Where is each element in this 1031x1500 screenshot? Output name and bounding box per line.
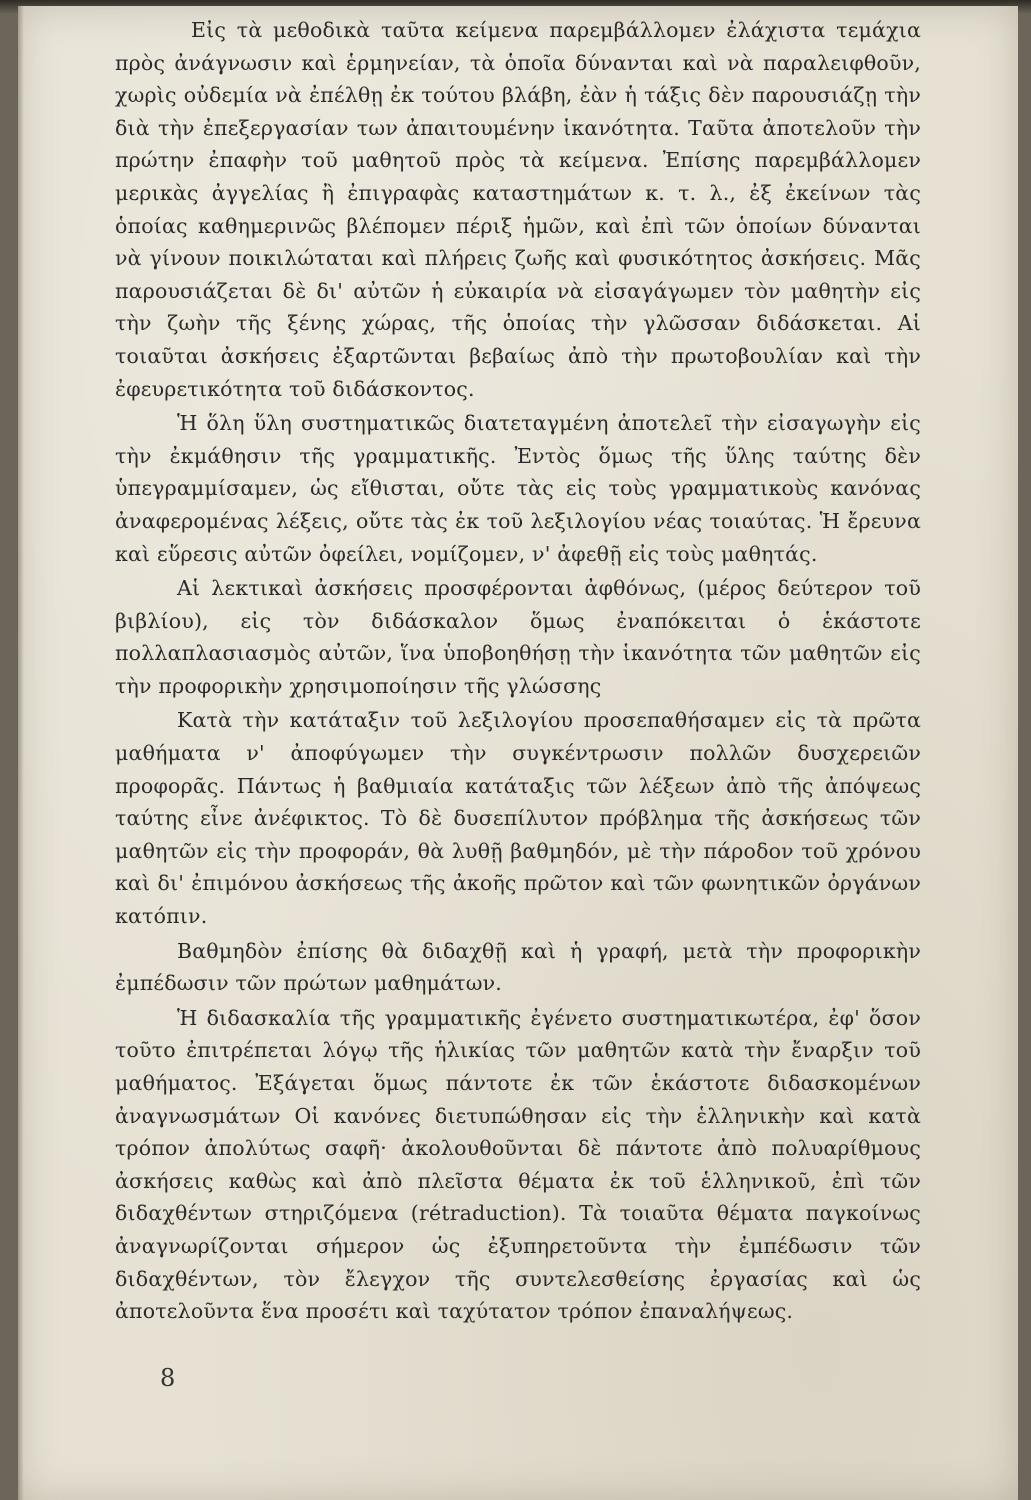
paragraph-4: Κατὰ τὴν κατάταξιν τοῦ λεξιλογίου προσεπαθήσαμεν εἰς τὰ πρῶτα μαθήματα ν' ἀποφύγωμεν τὴν συγκέντρωσιν πολλῶν δυσχερειῶν προφορᾶς. Πάντως ἡ βαθμιαία κατάταξις τῶν λέξεων ἀπὸ τῆς ἀπόψεως ταύτης εἶνε ἀνέφικτος. Τὸ δὲ δυσεπίλυτον πρόβλημα τῆς ἀσκήσεως τῶν μαθητῶν εἰς τὴν προφοράν, θὰ λυθῇ βαθμηδόν, μὲ τὴν πάροδον τοῦ χρόνου καὶ δι' ἐπιμόνου ἀσκήσεως τῆς ἀκοῆς πρῶτον καὶ τῶν φωνητικῶν ὀργάνων κατόπιν. xyxy=(115,708,921,929)
page-fold-shadow xyxy=(18,6,24,1500)
paragraph-3: Αἱ λεκτικαὶ ἀσκήσεις προσφέρονται ἀφθόνως, (μέρος δεύτερον τοῦ βιβλίου), εἰς τὸν διδάσκαλον ὅμως ἐναπόκειται ὁ ἑκάστοτε πολλαπλασιασμὸς αὐτῶν, ἵνα ὑποβοηθήσῃ τὴν ἱκανότητα τῶν μαθητῶν εἰς τὴν προφορικὴν χρησιμοποίησιν τῆς γλώσσης xyxy=(115,576,921,698)
paragraph-5: Βαθμηδὸν ἐπίσης θὰ διδαχθῇ καὶ ἡ γραφή, μετὰ τὴν προφορικὴν ἐμπέδωσιν τῶν πρώτων μαθημάτων. xyxy=(115,938,921,996)
body-text xyxy=(115,14,921,1328)
paragraph-1: Εἰς τὰ μεθοδικὰ ταῦτα κείμενα παρεμβάλλομεν ἐλάχιστα τεμάχια πρὸς ἀνάγνωσιν καὶ ἑρμηνείαν, τὰ ὁποῖα δύνανται καὶ νὰ παραλειφθοῦν, χωρὶς οὐδεμία νὰ ἐπέλθῃ ἐκ τούτου βλάβη, ἐὰν ἡ τάξις δὲν παρουσιάζῃ τὴν διὰ τὴν ἐπεξεργασίαν των ἀπαιτουμένην ἱκανότητα. Ταῦτα ἀποτελοῦν τὴν πρώτην ἐπαφὴν τοῦ μαθητοῦ πρὸς τὰ κείμενα. Ἐπίσης παρεμβάλλομεν μερικὰς ἀγγελίας ἢ ἐπιγραφὰς καταστημάτων κ. τ. λ., ἐξ ἐκείνων τὰς ὁποίας καθημερινῶς βλέπομεν πέριξ ἡμῶν, καὶ ἐπὶ τῶν ὁποίων δύνανται νὰ γίνουν ποικιλώταται καὶ πλήρεις ζωῆς καὶ φυσικότητος ἀσκήσεις. Μᾶς παρουσιάζεται δὲ δι' αὐτῶν ἡ εὐκαιρία νὰ εἰσαγάγωμεν τὸν μαθητὴν εἰς τὴν ζωὴν τῆς ξένης χώρας, τῆς ὁποίας τὴν γλῶσσαν διδάσκεται. Αἱ τοιαῦται ἀσκήσεις ἐξαρτῶνται βεβαίως ἀπὸ τὴν πρωτοβουλίαν καὶ τὴν ἐφευρετικότητα τοῦ διδάσκοντος. xyxy=(115,18,921,401)
paragraph-2: Ἡ ὅλη ὕλη συστηματικῶς διατεταγμένη ἀποτελεῖ τὴν εἰσαγωγὴν εἰς τὴν ἐκμάθησιν τῆς γραμματικῆς. Ἐντὸς ὅμως τῆς ὕλης ταύτης δὲν ὑπεγραμμίσαμεν, ὡς εἴθισται, οὔτε τὰς εἰς τοὺς γραμματικοὺς κανόνας ἀναφερομένας λέξεις, οὔτε τὰς ἐκ τοῦ λεξιλογίου νέας τοιαύτας. Ἡ ἔρευνα καὶ εὕρεσις αὐτῶν ὀφείλει, νομίζομεν, ν' ἀφεθῇ εἰς τοὺς μαθητάς. xyxy=(115,411,921,566)
paragraph-6: Ἡ διδασκαλία τῆς γραμματικῆς ἐγένετο συστηματικωτέρα, ἐφ' ὅσον τοῦτο ἐπιτρέπεται λόγῳ τῆς ἡλικίας τῶν μαθητῶν κατὰ τὴν ἔναρξιν τοῦ μαθήματος. Ἐξάγεται ὅμως πάντοτε ἐκ τῶν ἑκάστοτε διδασκομένων ἀναγνωσμάτων Οἱ κανόνες διετυπώθησαν εἰς τὴν ἑλληνικὴν καὶ κατὰ τρόπον ἀπολύτως σαφῆ· ἀκολουθοῦνται δὲ πάντοτε ἀπὸ πολυαρίθμους ἀσκήσεις καθὼς καὶ ἀπὸ πλεῖστα θέματα ἐκ τοῦ ἑλληνικοῦ, ἐπὶ τῶν διδαχθέντων στηριζόμενα (rétraduction). Τὰ τοιαῦτα θέματα παγκοίνως ἀναγνωρίζονται σήμερον ὡς ἐξυπηρετοῦντα τὴν ἐμπέδωσιν τῶν διδαχθέντων, τὸν ἔλεγχον τῆς συντελεσθείσης ἐργασίας καὶ ὡς ἀποτελοῦντα ἕνα προσέτι καὶ ταχύτατον τρόπον ἐπαναλήψεως. xyxy=(115,1005,921,1324)
page-number: 8 xyxy=(160,1364,176,1392)
book-page xyxy=(18,6,1018,1500)
